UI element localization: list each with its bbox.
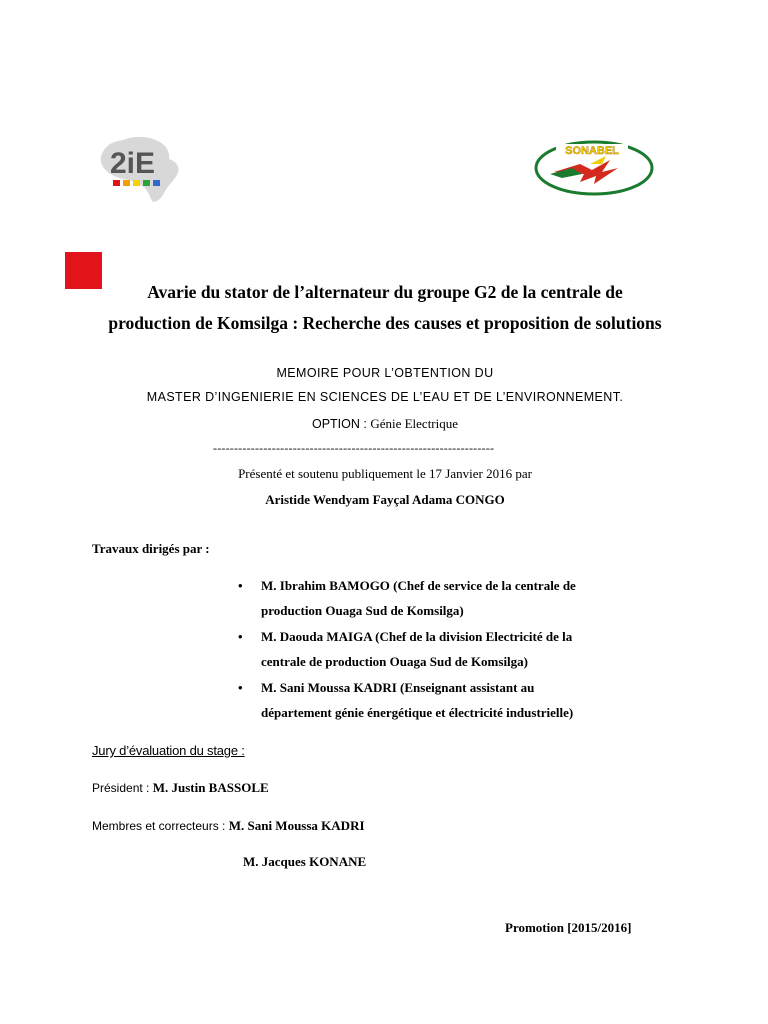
presented-line: Présenté et soutenu publiquement le 17 Janvier 2016 par — [238, 466, 532, 481]
thesis-title-line2: production de Komsilga : Recherche des causes et proposition de solutions — [108, 313, 662, 333]
supervisor-3-line1: M. Sani Moussa KADRI (Enseignant assistant au — [261, 680, 535, 695]
option-line — [60, 416, 710, 432]
bullet-icon: • — [238, 629, 243, 644]
author-name: Aristide Wendyam Fayçal Adama CONGO — [265, 492, 505, 507]
president-name: M. Justin BASSOLE — [152, 780, 269, 795]
supervisor-1-line2: production Ouaga Sud de Komsilga) — [261, 603, 464, 618]
list-item — [232, 624, 662, 674]
promotion-label: Promotion [2015/2016] — [505, 920, 632, 935]
members-line — [92, 818, 365, 834]
member-1-name: M. Sani Moussa KADRI — [228, 818, 365, 833]
president-label: Président : — [92, 781, 153, 795]
svg-text:2iE: 2iE — [110, 147, 156, 180]
option-value: Génie Electrique — [370, 416, 459, 431]
jury-heading: Jury d’évaluation du stage : — [92, 743, 245, 758]
memoire-line2: MASTER D’INGENIERIE EN SCIENCES DE L’EAU ET DE L’ENVIRONNEMENT. — [146, 390, 624, 404]
separator-dashes: ------------------------------------------------------------------- — [213, 441, 495, 455]
supervisor-list — [232, 573, 662, 726]
supervision-heading: Travaux dirigés par : — [92, 541, 210, 556]
svg-text:SONABEL: SONABEL — [565, 145, 619, 157]
list-item — [232, 675, 662, 725]
bullet-icon: • — [238, 680, 243, 695]
option-label: OPTION : — [311, 417, 371, 431]
memoire-line1: MEMOIRE POUR L’OBTENTION DU — [276, 366, 494, 380]
supervisor-2-line2: centrale de production Ouaga Sud de Komsilga) — [261, 654, 529, 669]
list-item — [232, 573, 662, 623]
thesis-title-line1: Avarie du stator de l’alternateur du groupe G2 de la centrale de — [147, 282, 623, 302]
sonabel-logo — [532, 138, 656, 198]
2ie-logo — [96, 135, 186, 205]
supervisor-3-line2: département génie énergétique et électricité industrielle) — [261, 705, 574, 720]
supervisor-2-line1: M. Daouda MAIGA (Chef de la division Electricité de la — [261, 629, 573, 644]
members-label: Membres et correcteurs : — [92, 819, 229, 833]
member-2-name: M. Jacques KONANE — [243, 854, 367, 869]
supervisor-1-line1: M. Ibrahim BAMOGO (Chef de service de la centrale de — [261, 578, 576, 593]
president-line — [92, 780, 269, 796]
bullet-icon: • — [238, 578, 243, 593]
